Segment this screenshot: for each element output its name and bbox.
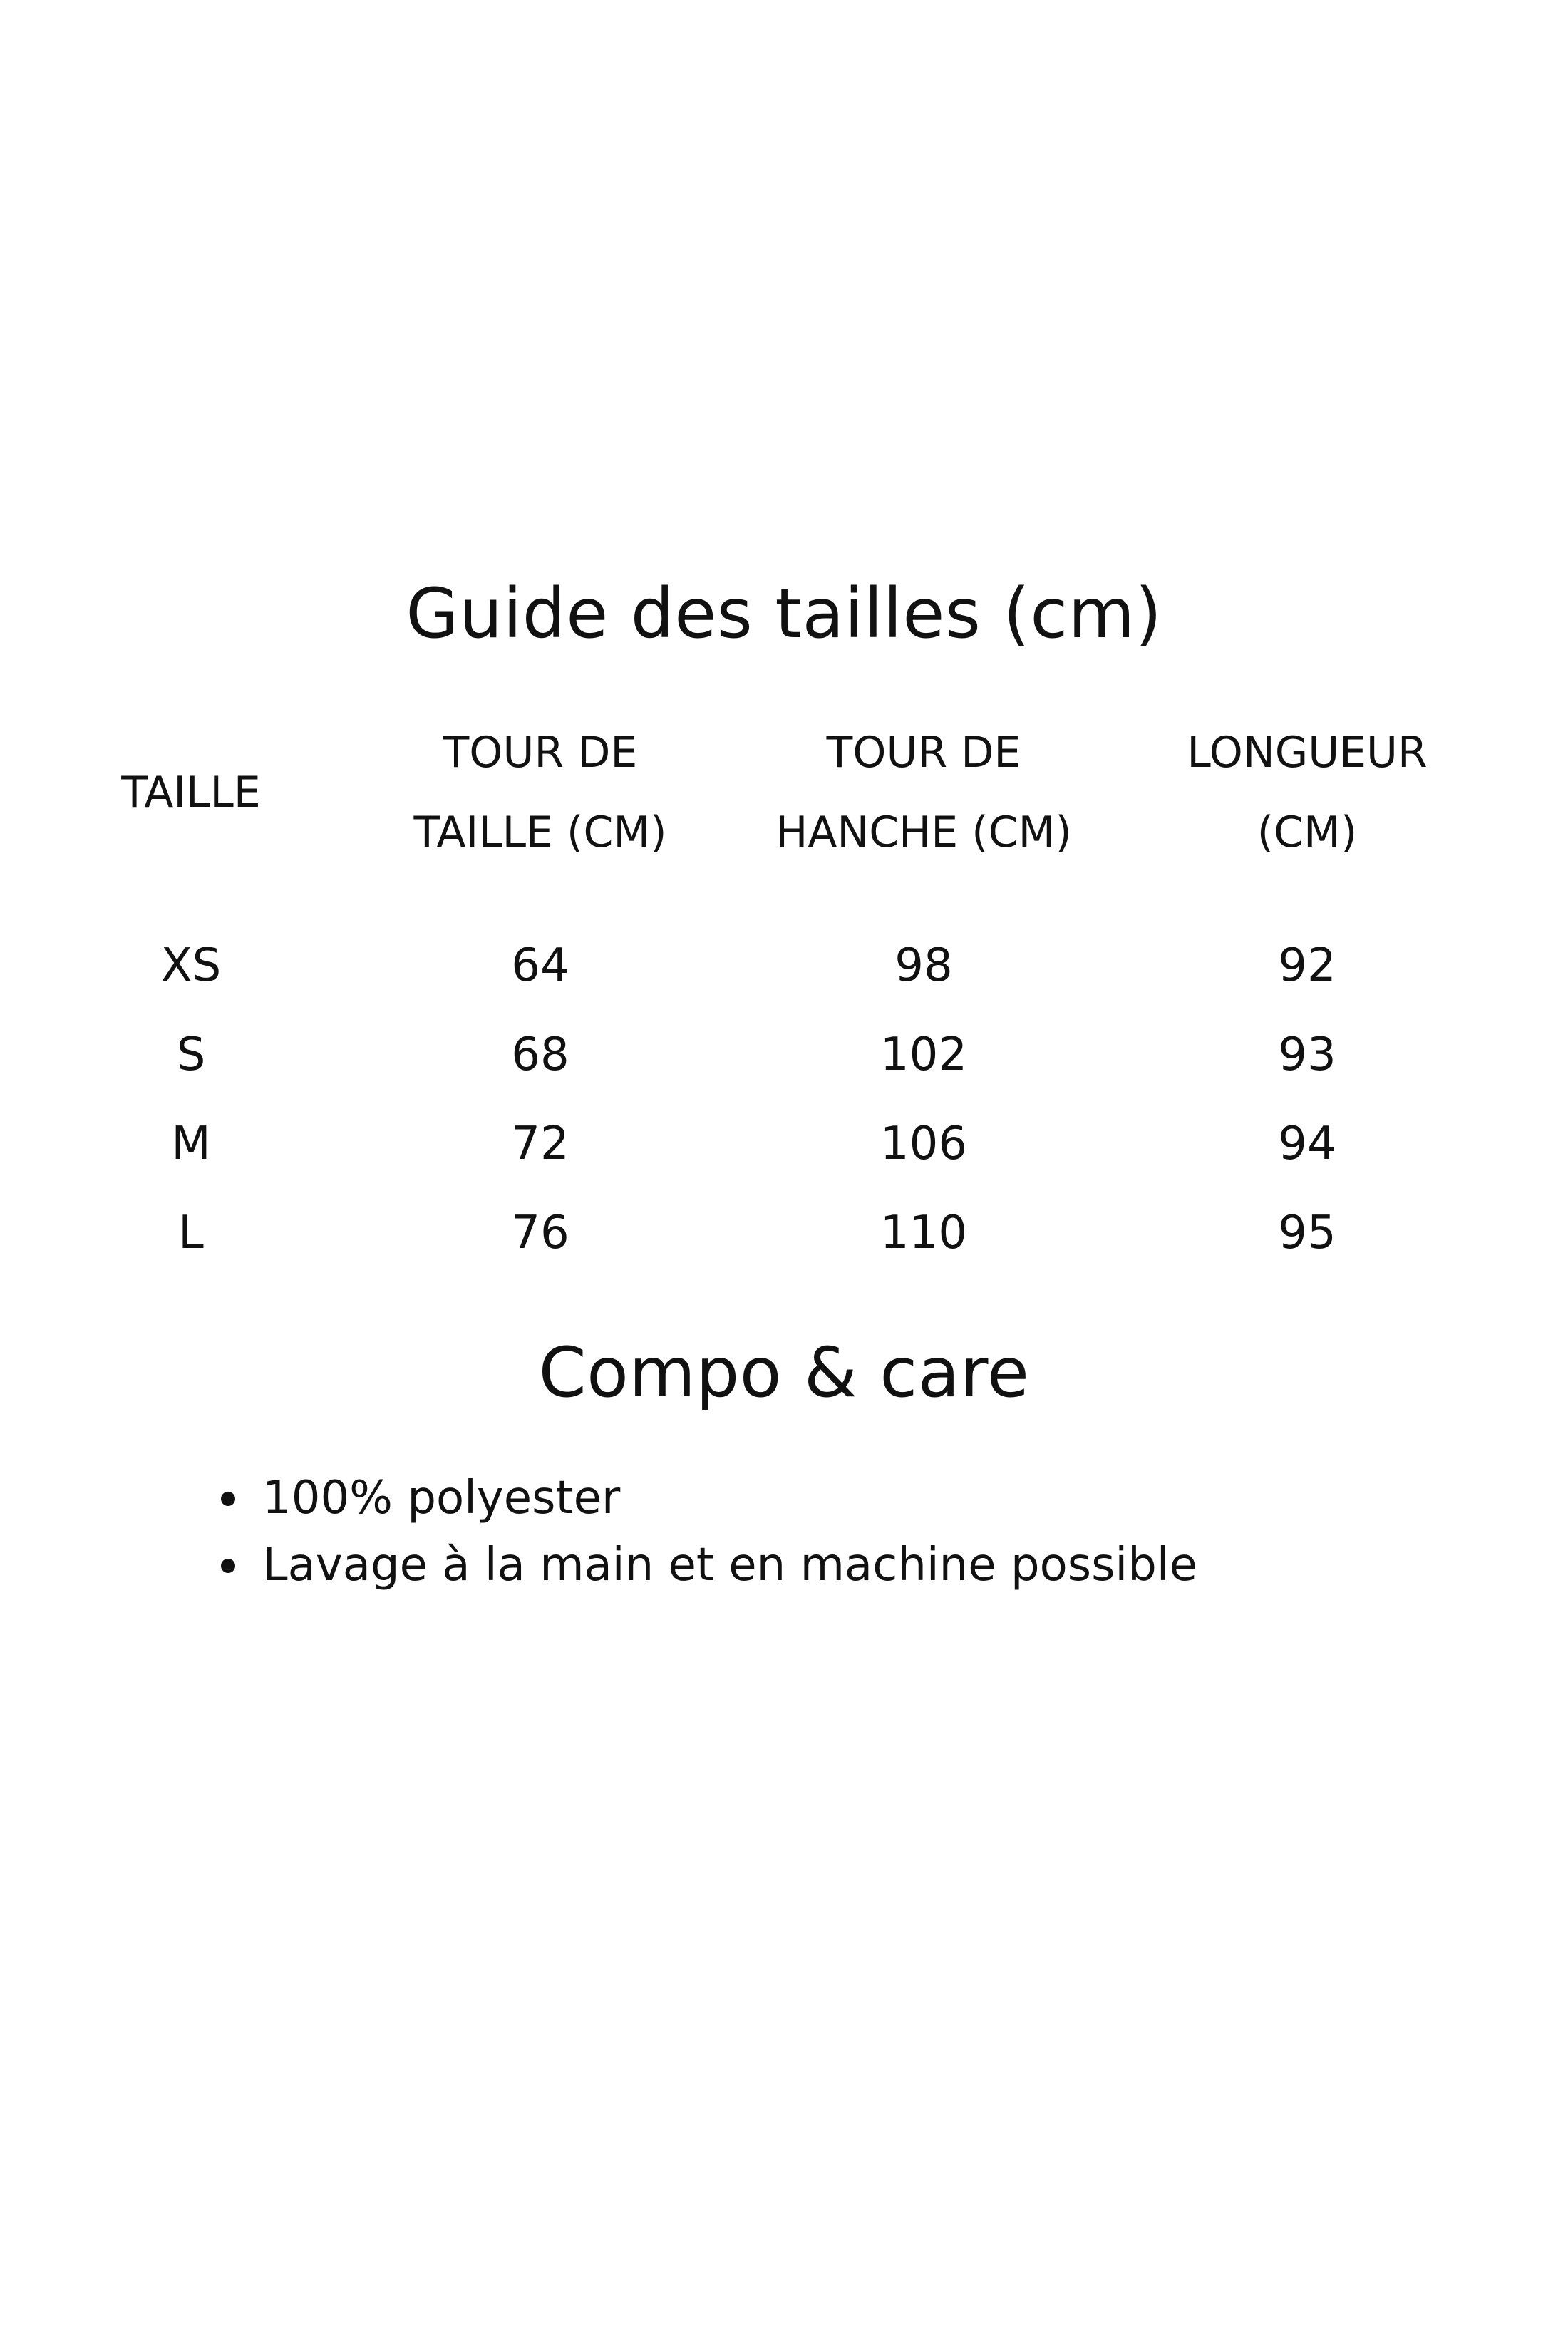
header-size	[121, 713, 261, 872]
cell-size: L	[178, 1207, 204, 1259]
cell-length: 95	[1278, 1207, 1336, 1259]
cell-hip: 98	[894, 939, 953, 992]
list-item	[221, 1465, 1197, 1532]
header-hip	[775, 713, 1072, 872]
header-waist	[413, 713, 666, 872]
list-item	[221, 1532, 1197, 1599]
cell-hip: 106	[880, 1118, 968, 1170]
cell-hip: 110	[880, 1207, 968, 1259]
cell-waist: 72	[511, 1118, 569, 1170]
header-waist-line-1: TOUR DE	[443, 728, 638, 778]
cell-waist: 64	[511, 939, 569, 992]
header-hip-line-2: HANCHE (CM)	[775, 808, 1072, 857]
cell-length: 93	[1278, 1028, 1336, 1081]
cell-size: XS	[160, 939, 222, 992]
care-title: Compo & care	[538, 1333, 1030, 1413]
cell-size: S	[176, 1028, 206, 1081]
bullet-icon	[221, 1559, 235, 1573]
cell-size: M	[171, 1118, 211, 1170]
cell-waist: 76	[511, 1207, 569, 1259]
header-waist-line-2: TAILLE (CM)	[413, 808, 667, 857]
header-length-line-1: LONGUEUR	[1187, 728, 1428, 778]
care-list	[221, 1465, 1197, 1599]
cell-length: 94	[1278, 1118, 1336, 1170]
cell-waist: 68	[511, 1028, 569, 1081]
cell-hip: 102	[880, 1028, 968, 1081]
header-size-label: TAILLE	[121, 768, 261, 817]
cell-length: 92	[1278, 939, 1336, 992]
header-length-line-2: (CM)	[1257, 808, 1358, 857]
header-hip-line-1: TOUR DE	[826, 728, 1021, 778]
bullet-icon	[221, 1492, 235, 1506]
header-length	[1187, 713, 1427, 872]
care-item-label: 100% polyester	[262, 1472, 621, 1525]
size-guide-title: Guide des tailles (cm)	[406, 574, 1162, 654]
care-item-label: Lavage à la main et en machine possible	[262, 1539, 1197, 1592]
